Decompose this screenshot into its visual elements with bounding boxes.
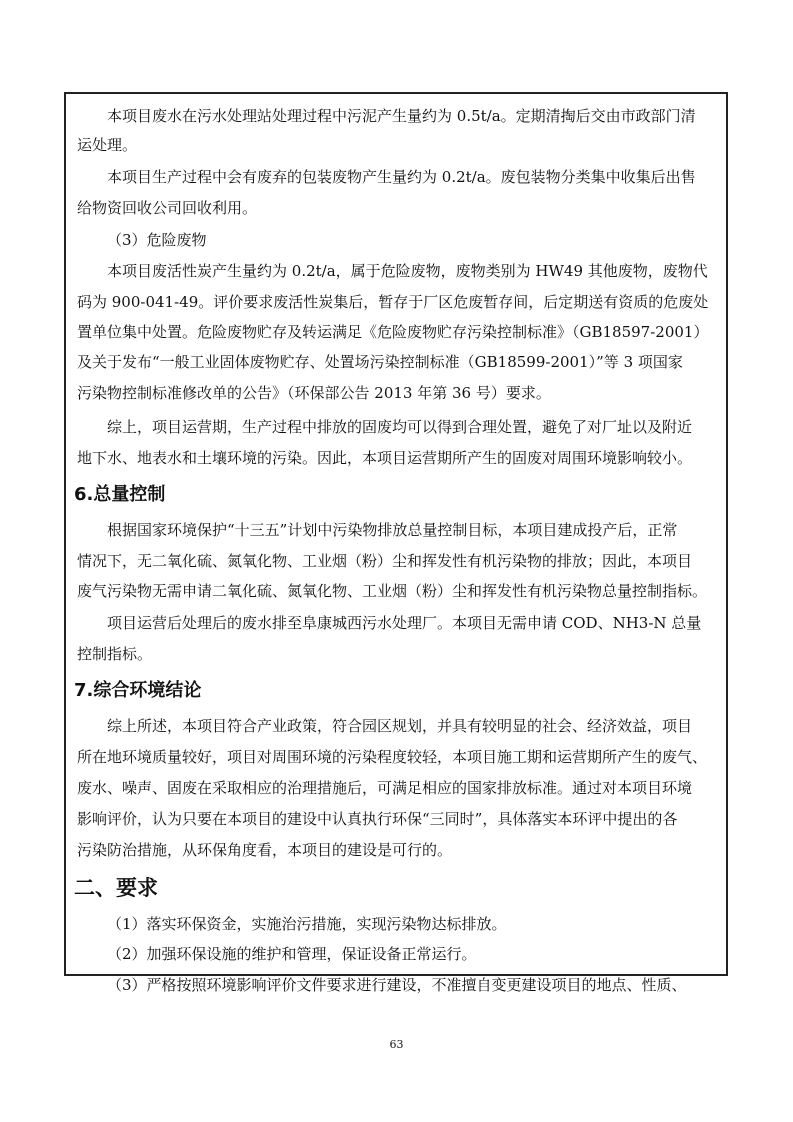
paragraph-line: 本项目废活性炭产生量约为 0.2t/a，属于危险废物，废物类别为 HW49 其他废物，废物代 — [107, 262, 708, 280]
paragraph-line: 影响评价，认为只要在本项目的建设中认真执行环保“三同时”，具体落实本环评中提出的各 — [77, 810, 678, 828]
paragraph-line: 码为 900-041-49。评价要求废活性炭集后，暂存于厂区危废暂存间，后定期送有资质的危废处 — [77, 293, 709, 311]
paragraph-line: 项目运营后处理后的废水排至阜康城西污水处理厂。本项目无需申请 COD、NH3-N 总量 — [107, 614, 702, 632]
paragraph-line: 废水、噪声、固废在采取相应的治理措施后，可满足相应的国家排放标准。通过对本项目环境 — [77, 779, 693, 797]
paragraph-line: 废气污染物无需申请二氧化硫、氮氧化物、工业烟（粉）尘和挥发性有机污染物总量控制指标。 — [77, 582, 708, 600]
paragraph-line: 综上，项目运营期，生产过程中排放的固废均可以得到合理处置，避免了对厂址以及附近 — [107, 418, 693, 436]
page-number: 63 — [389, 1038, 404, 1051]
content-frame — [64, 92, 728, 994]
section-heading-6: 6.总量控制 — [74, 484, 166, 505]
paragraph-line: 情况下，无二氧化硫、氮氧化物、工业烟（粉）尘和挥发性有机污染物的排放；因此，本项目 — [77, 552, 693, 570]
paragraph-line: 污染物控制标准修改单的公告》（环保部公告 2013 年第 36 号）要求。 — [77, 384, 551, 402]
paragraph-line: 污染防治措施，从环保角度看，本项目的建设是可行的。 — [77, 841, 453, 859]
requirement-item: （1）落实环保资金，实施治污措施，实现污染物达标排放。 — [107, 915, 507, 933]
paragraph-line: 综上所述，本项目符合产业政策，符合园区规划，并具有较明显的社会、经济效益，项目 — [107, 717, 693, 735]
paragraph-line: 置单位集中处置。危险废物贮存及转运满足《危险废物贮存污染控制标准》（GB18597-2001） — [77, 323, 709, 341]
paragraph-line: 及关于发布“一般工业固体废物贮存、处置场污染控制标准（GB18599-2001）”等 3 项国家 — [77, 353, 683, 371]
paragraph-line: 控制指标。 — [77, 645, 153, 663]
section-heading-requirements: 二、要求 — [74, 876, 158, 900]
requirement-item: （3）严格按照环境影响评价文件要求进行建设，不准擅自变更建设项目的地点、性质、 — [107, 976, 687, 994]
paragraph-line: 本项目废水在污水处理站处理过程中污泥产生量约为 0.5t/a。定期清掏后交由市政部门清 — [107, 107, 696, 125]
paragraph-line: 地下水、地表水和土壤环境的污染。因此，本项目运营期所产生的固废对周围环境影响较小。 — [77, 449, 693, 467]
paragraph-line: 给物资回收公司回收利用。 — [77, 199, 258, 217]
paragraph-line: 所在地环境质量较好，项目对周围环境的污染程度较轻，本项目施工期和运营期所产生的废气、 — [77, 748, 708, 766]
requirement-item: （2）加强环保设施的维护和管理，保证设备正常运行。 — [107, 945, 477, 963]
paragraph-line: 运处理。 — [77, 136, 138, 154]
subheading-hazardous-waste: （3）危险废物 — [107, 231, 207, 249]
paragraph-line: 根据国家环境保护“十三五”计划中污染物排放总量控制目标，本项目建成投产后，正常 — [107, 521, 678, 539]
section-heading-7: 7.综合环境结论 — [74, 680, 202, 701]
paragraph-line: 本项目生产过程中会有废弃的包装废物产生量约为 0.2t/a。废包装物分类集中收集后出售 — [107, 168, 696, 186]
